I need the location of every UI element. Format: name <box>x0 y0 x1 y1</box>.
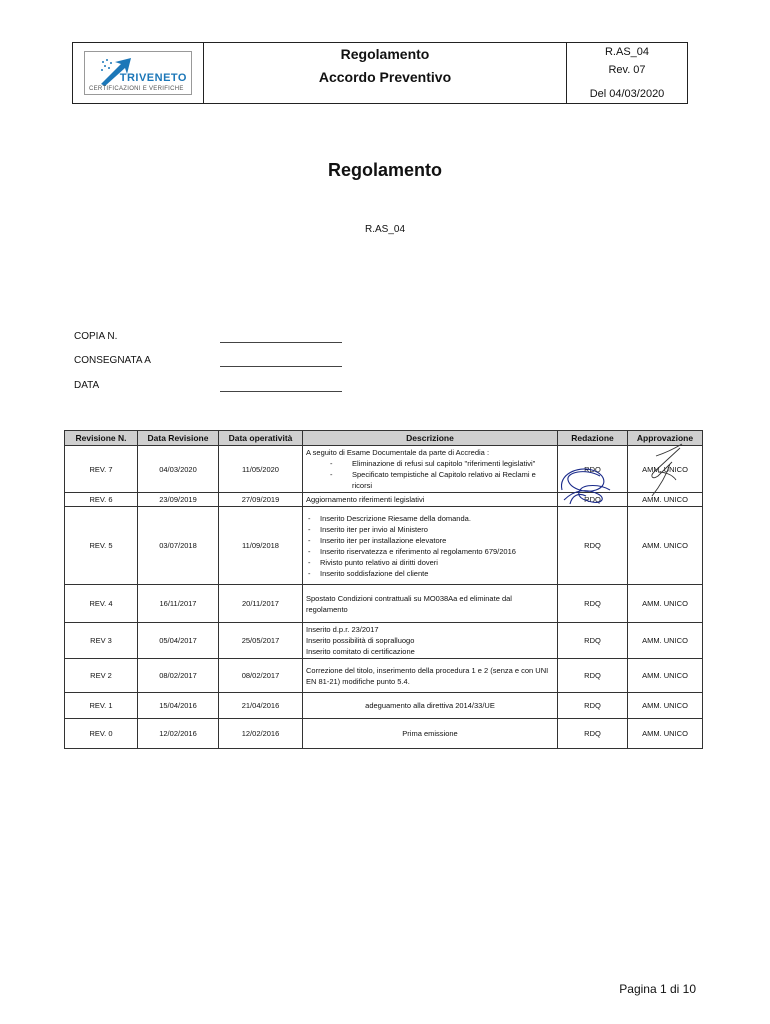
table-row <box>65 719 703 749</box>
logo-subtitle: CERTIFICAZIONI E VERIFICHE <box>89 86 184 92</box>
rev-cell: REV 3 <box>65 623 138 659</box>
description-cell <box>303 446 558 493</box>
rev-cell: REV. 7 <box>65 446 138 493</box>
list-item: - Inserito Descrizione Riesame della domanda. <box>306 513 554 524</box>
list-item: - Specificato tempistiche al Capitolo relativo ai Reclami e ricorsi <box>306 469 554 491</box>
date-op-cell: 11/05/2020 <box>219 446 303 493</box>
table-row <box>65 659 703 693</box>
column-header: Data operatività <box>219 431 303 446</box>
rev-cell: REV. 1 <box>65 693 138 719</box>
column-header: Redazione <box>558 431 628 446</box>
table-header-row <box>65 431 703 446</box>
description-line: Inserito d.p.r. 23/2017 <box>306 625 379 634</box>
page-title: Regolamento <box>327 160 442 180</box>
approvazione-cell: AMM. UNICO <box>628 585 703 623</box>
field-label-copia: COPIA N. <box>74 331 118 342</box>
rev-cell: REV 2 <box>65 659 138 693</box>
header-revision: Rev. 07 <box>608 64 646 76</box>
field-line-consegnata <box>220 365 342 367</box>
description-line: Inserito comitato di certificazione <box>306 647 415 656</box>
header-subtitle: Accordo Preventivo <box>318 69 452 85</box>
list-item: - Eliminazione di refusi sul capitolo "riferimenti legislativi" <box>306 458 554 469</box>
logo-name: TRIVENETO <box>119 72 187 84</box>
date-op-cell: 12/02/2016 <box>219 719 303 749</box>
header-doc-code: R.AS_04 <box>604 46 650 58</box>
document-code: R.AS_04 <box>364 224 406 235</box>
approvazione-cell: AMM. UNICO <box>628 507 703 585</box>
date-op-cell: 08/02/2017 <box>219 659 303 693</box>
description-cell: Spostato Condizioni contrattuali su MO038Aa ed eliminate dal regolamento <box>303 585 558 623</box>
table-row <box>65 623 703 659</box>
date-rev-cell: 05/04/2017 <box>138 623 219 659</box>
column-header: Data Revisione <box>138 431 219 446</box>
date-op-cell: 21/04/2016 <box>219 693 303 719</box>
table-row <box>65 446 703 493</box>
date-rev-cell: 16/11/2017 <box>138 585 219 623</box>
table-row <box>65 507 703 585</box>
approvazione-cell: AMM. UNICO <box>628 623 703 659</box>
column-header: Revisione N. <box>65 431 138 446</box>
redazione-cell: RDQ <box>558 493 628 507</box>
date-op-cell: 11/09/2018 <box>219 507 303 585</box>
description-cell: Aggiornamento riferimenti legislativi <box>303 493 558 507</box>
header-title-cell <box>204 43 567 103</box>
description-cell <box>303 623 558 659</box>
description-line: Inserito possibilità di sopralluogo <box>306 636 415 645</box>
date-rev-cell: 03/07/2018 <box>138 507 219 585</box>
logo-cell <box>73 43 204 103</box>
date-op-cell: 25/05/2017 <box>219 623 303 659</box>
date-rev-cell: 12/02/2016 <box>138 719 219 749</box>
rev-cell: REV. 0 <box>65 719 138 749</box>
description-list <box>306 513 554 579</box>
date-rev-cell: 08/02/2017 <box>138 659 219 693</box>
description-list <box>306 458 554 491</box>
date-rev-cell: 15/04/2016 <box>138 693 219 719</box>
list-item: - Rivisto punto relativo ai diritti doveri <box>306 557 554 568</box>
field-line-copia <box>220 341 342 343</box>
approvazione-cell: AMM. UNICO <box>628 693 703 719</box>
header-revision-cell <box>567 43 687 103</box>
approvazione-cell: AMM. UNICO <box>628 659 703 693</box>
date-rev-cell: 23/09/2019 <box>138 493 219 507</box>
approvazione-cell: AMM. UNICO <box>628 719 703 749</box>
table-row <box>65 493 703 507</box>
redazione-cell: RDQ <box>558 719 628 749</box>
redazione-cell: RDQ <box>558 623 628 659</box>
header-title: Regolamento <box>340 46 430 62</box>
redazione-cell: RDQ <box>558 446 628 493</box>
column-header: Descrizione <box>303 431 558 446</box>
redazione-cell: RDQ <box>558 659 628 693</box>
description-cell: Correzione del titolo, inserimento della procedura 1 e 2 (senza e con UNI EN 81-21) modifiche punto 5.4. <box>303 659 558 693</box>
description-cell: Prima emissione <box>303 719 558 749</box>
date-op-cell: 27/09/2019 <box>219 493 303 507</box>
list-item: - Inserito soddisfazione del cliente <box>306 568 554 579</box>
field-label-data: DATA <box>74 380 100 391</box>
document-header <box>72 42 688 104</box>
company-logo <box>84 51 192 95</box>
approvazione-cell: AMM. UNICO <box>628 446 703 493</box>
description-cell <box>303 507 558 585</box>
description-cell: adeguamento alla direttiva 2014/33/UE <box>303 693 558 719</box>
date-rev-cell: 04/03/2020 <box>138 446 219 493</box>
list-item: - Inserito iter per installazione elevatore <box>306 535 554 546</box>
rev-cell: REV. 6 <box>65 493 138 507</box>
list-item: - Inserito riservatezza e riferimento al regolamento 679/2016 <box>306 546 554 557</box>
rev-cell: REV. 4 <box>65 585 138 623</box>
page-number: Pagina 1 di 10 <box>619 982 696 996</box>
field-line-data <box>220 390 342 392</box>
redazione-cell: RDQ <box>558 693 628 719</box>
revision-table <box>64 430 703 749</box>
table-row <box>65 693 703 719</box>
rev-cell: REV. 5 <box>65 507 138 585</box>
column-header: Approvazione <box>628 431 703 446</box>
header-date: Del 04/03/2020 <box>589 88 665 100</box>
table-row <box>65 585 703 623</box>
redazione-cell: RDQ <box>558 585 628 623</box>
date-op-cell: 20/11/2017 <box>219 585 303 623</box>
approvazione-cell: AMM. UNICO <box>628 493 703 507</box>
field-label-consegnata: CONSEGNATA A <box>74 355 151 366</box>
list-item: - Inserito iter per invio al Ministero <box>306 524 554 535</box>
description-intro: A seguito di Esame Documentale da parte di Accredia : <box>306 448 490 457</box>
redazione-cell: RDQ <box>558 507 628 585</box>
